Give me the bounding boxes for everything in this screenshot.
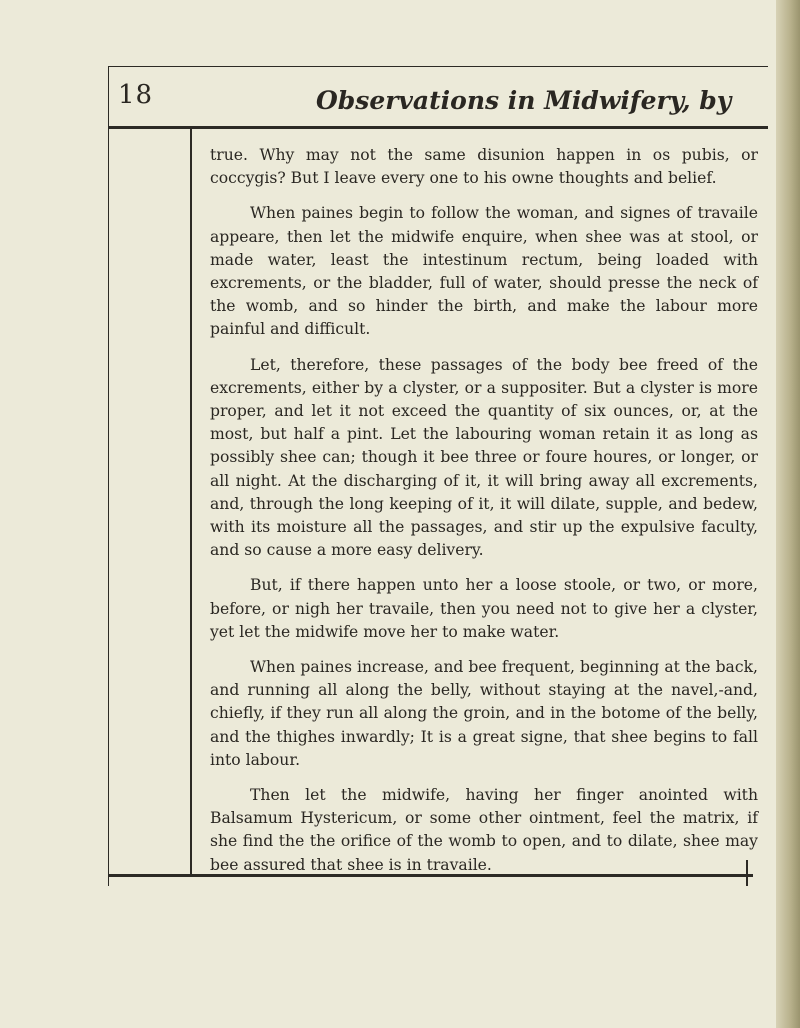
paragraph: Then let the midwife, having her finger anointed with Balsamum Hystericum, or some other ointment, feel the matrix, if she find the the orifice of the womb to open, and to dilate, shee may bee assured that shee is in travaile.	[210, 786, 758, 874]
right-tick-rule	[746, 860, 748, 886]
page-number: 18	[118, 80, 154, 110]
paragraph: Let, therefore, these passages of the body bee freed of the excrements, either by a clyster, or a suppositer. But a clyster is more proper, and let it not exceed the quantity of six ounces, or, at the most, but half a pint. Let the labouring woman retain it as long as possibly shee can; though it bee three or foure houres, or longer, or all night. At the discharging of it, it will bring away all excrements, and, through the long keeping of it, it will dilate, supple, and bedew, with its moisture all the passages, and stir up the expulsive faculty, and so cause a more easy delivery.	[210, 355, 758, 560]
column-left-rule	[190, 128, 192, 874]
paragraph: true. Why may not the same disunion happen in os pubis, or coccygis? But I leave every one to his owne thoughts and belief.	[210, 146, 758, 188]
paragraph: When paines begin to follow the woman, and signes of travaile appeare, then let the midwife enquire, when shee was at stool, or made water, least the intestinum rectum, being loaded with excrements, or the bladder, full of water, should presse the neck of the womb, and so hinder the birth, and make the labour more painful and difficult.	[210, 204, 758, 339]
header-rule	[108, 126, 768, 129]
frame-top-rule	[108, 66, 768, 67]
bottom-rule	[108, 874, 753, 877]
frame-left-rule	[108, 66, 109, 886]
paragraph: But, if there happen unto her a loose stoole, or two, or more, before, or nigh her travaile, then you need not to give her a clyster, yet let the midwife move her to make water.	[210, 576, 758, 641]
paragraph: When paines increase, and bee frequent, beginning at the back, and running all along the belly, without staying at the navel,-and, chiefly, if they run all along the groin, and in the botome of the belly, and the thighes inwardly; It is a great signe, that shee begins to fall into labour.	[210, 658, 758, 769]
body-text	[210, 144, 758, 889]
page-edge	[776, 0, 800, 1028]
running-head: Observations in Midwifery, by	[316, 86, 732, 115]
